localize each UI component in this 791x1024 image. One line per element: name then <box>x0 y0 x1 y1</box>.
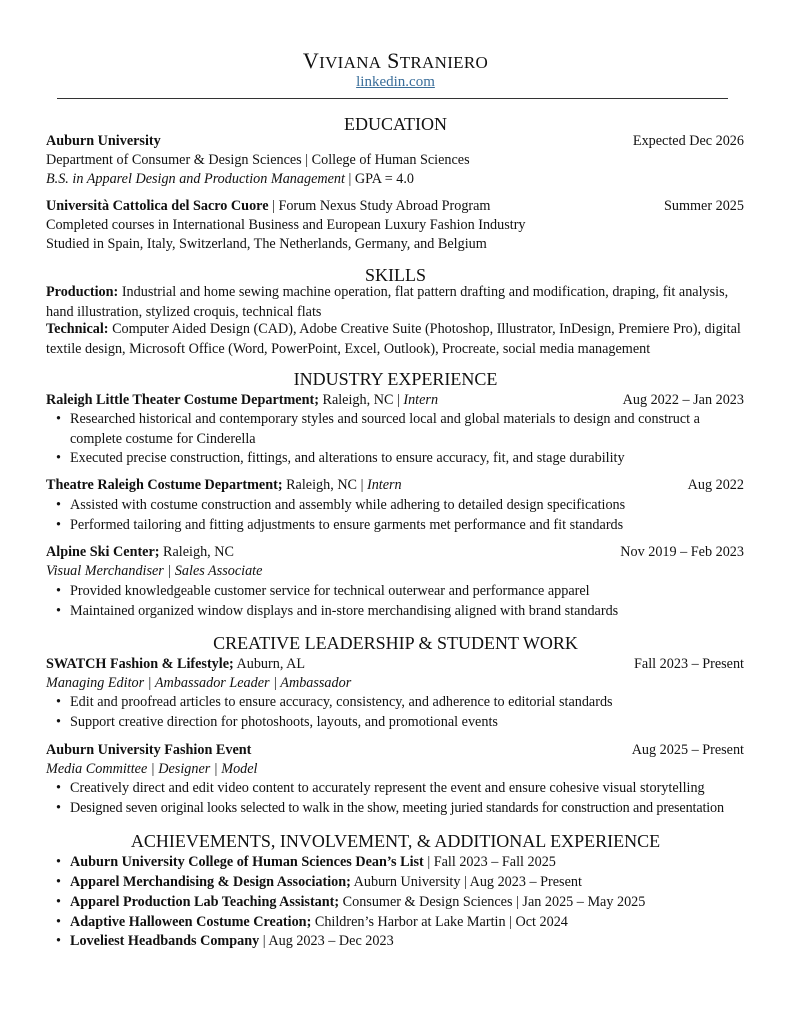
job-org: Alpine Ski Center; <box>46 544 160 560</box>
education-detail: Completed courses in International Business and European Luxury Fashion Industry <box>46 217 526 233</box>
skills-label: Technical: <box>46 321 109 337</box>
achievement-item: • Auburn University College of Human Sciences Dean’s List | Fall 2023 – Fall 2025 <box>56 853 744 873</box>
job-org: Raleigh Little Theater Costume Department; <box>46 392 319 408</box>
section-heading-industry: INDUSTRY EXPERIENCE <box>293 369 498 389</box>
job-role: Intern <box>366 477 402 493</box>
achievement-item: • Adaptive Halloween Costume Creation; Children’s Harbor at Lake Martin | Oct 2024 <box>56 913 744 933</box>
job-header <box>46 741 744 761</box>
job-location: Raleigh, NC | <box>318 392 404 408</box>
education-date: Expected Dec 2026 <box>632 133 744 149</box>
bullet-item: • Assisted with costume construction and assembly while adhering to detailed design specifications <box>56 496 744 516</box>
job-location: Auburn, AL <box>233 656 306 672</box>
education-department: Department of Consumer & Design Sciences | College of Human Sciences <box>46 152 470 168</box>
school-name: Università Cattolica del Sacro Cuore <box>46 198 269 214</box>
section-heading-skills: SKILLS <box>364 265 426 285</box>
bullet-icon: • <box>56 800 61 816</box>
skills-text: Industrial and home sewing machine operation, flat pattern drafting and modification, draping, fit analysis, hand illustration, stylized croquis, technical flats <box>46 284 729 320</box>
bullet-icon: • <box>56 517 61 533</box>
job-header <box>46 391 744 411</box>
job-org: SWATCH Fashion & Lifestyle; <box>46 656 234 672</box>
job-date: Fall 2023 – Present <box>634 656 744 672</box>
job-date: Aug 2022 <box>687 477 744 493</box>
program-name: | Forum Nexus Study Abroad Program <box>268 198 491 214</box>
bullet-item: • Provided knowledgeable customer service for technical outerwear and performance apparel <box>56 582 744 602</box>
bullet-icon: • <box>56 894 61 910</box>
skills-technical <box>46 320 744 359</box>
job-header <box>46 655 744 675</box>
bullet-icon: • <box>56 411 61 427</box>
job-date: Nov 2019 – Feb 2023 <box>620 544 744 560</box>
education-cattolica-header <box>46 197 744 217</box>
bullet-icon: • <box>56 450 61 466</box>
job-org: Theatre Raleigh Costume Department; <box>46 477 283 493</box>
section-heading-education: EDUCATION <box>344 114 447 134</box>
bullet-icon: • <box>56 874 61 890</box>
skills-label: Production: <box>46 284 119 300</box>
achievement-item: • Apparel Production Lab Teaching Assistant; Consumer & Design Sciences | Jan 2025 – May 2025 <box>56 893 744 913</box>
job-date: Aug 2022 – Jan 2023 <box>622 392 744 408</box>
bullet-item: • Performed tailoring and fitting adjustments to ensure garments met performance and fit standards <box>56 516 744 536</box>
degree-name: B.S. in Apparel Design and Production Management <box>46 171 345 187</box>
bullet-item: • Designed seven original looks selected to walk in the show, meeting juried standards for construction and presentation <box>56 799 756 819</box>
education-detail: Studied in Spain, Italy, Switzerland, The Netherlands, Germany, and Belgium <box>46 236 487 252</box>
job-role: Visual Merchandiser | Sales Associate <box>46 563 263 579</box>
job-role: Managing Editor | Ambassador Leader | Ambassador <box>46 675 352 691</box>
achievement-item: • Loveliest Headbands Company | Aug 2023 – Dec 2023 <box>56 932 744 952</box>
header-divider <box>57 98 728 99</box>
job-role: Media Committee | Designer | Model <box>46 761 258 777</box>
bullet-icon: • <box>56 583 61 599</box>
bullet-icon: • <box>56 914 61 930</box>
bullet-item: • Creatively direct and edit video content to accurately represent the event and ensure cohesive visual storytelling <box>56 779 744 799</box>
job-header <box>46 476 744 496</box>
bullet-icon: • <box>56 603 61 619</box>
bullet-item: • Maintained organized window displays and in-store merchandising aligned with brand standards <box>56 602 744 622</box>
gpa: | GPA = 4.0 <box>344 171 415 187</box>
section-heading-creative: CREATIVE LEADERSHIP & STUDENT WORK <box>213 633 578 653</box>
job-location: Raleigh, NC | <box>282 477 367 493</box>
bullet-item: • Edit and proofread articles to ensure accuracy, consistency, and adherence to editorial standards <box>56 693 744 713</box>
job-location: Raleigh, NC <box>159 544 234 560</box>
bullet-icon: • <box>56 933 61 949</box>
skills-text: Computer Aided Design (CAD), Adobe Creative Suite (Photoshop, Illustrator, InDesign, Premiere Pro), digital textile design, Microsoft Office (Word, PowerPoint, Excel, Outlook), Procreate, social media management <box>46 321 741 357</box>
job-org: Auburn University Fashion Event <box>46 742 252 758</box>
bullet-icon: • <box>56 694 61 710</box>
bullet-icon: • <box>56 497 61 513</box>
school-name: Auburn University <box>46 133 161 149</box>
education-auburn-header <box>46 132 744 152</box>
bullet-item: • Executed precise construction, fittings, and alterations to ensure accuracy, fit, and stage durability <box>56 449 744 469</box>
candidate-name: VIVIANA STRANIERO <box>302 48 489 73</box>
section-heading-achievements: ACHIEVEMENTS, INVOLVEMENT, & ADDITIONAL EXPERIENCE <box>130 831 661 851</box>
achievement-item: • Apparel Merchandising & Design Association; Auburn University | Aug 2023 – Present <box>56 873 744 893</box>
bullet-item: • Researched historical and contemporary styles and sourced local and global materials to design and construct a complete costume for Cinderella <box>56 411 700 447</box>
job-role: Intern <box>403 392 439 408</box>
job-header <box>46 543 744 563</box>
bullet-icon: • <box>56 714 61 730</box>
linkedin-link[interactable]: linkedin.com <box>356 74 435 90</box>
skills-production <box>46 283 744 322</box>
education-date: Summer 2025 <box>664 198 744 214</box>
bullet-item: • Support creative direction for photoshoots, layouts, and promotional events <box>56 713 744 733</box>
education-degree <box>46 170 744 190</box>
bullet-icon: • <box>56 780 61 796</box>
job-date: Aug 2025 – Present <box>631 742 744 758</box>
linkedin-link-row <box>0 73 791 91</box>
bullet-icon: • <box>56 854 61 870</box>
